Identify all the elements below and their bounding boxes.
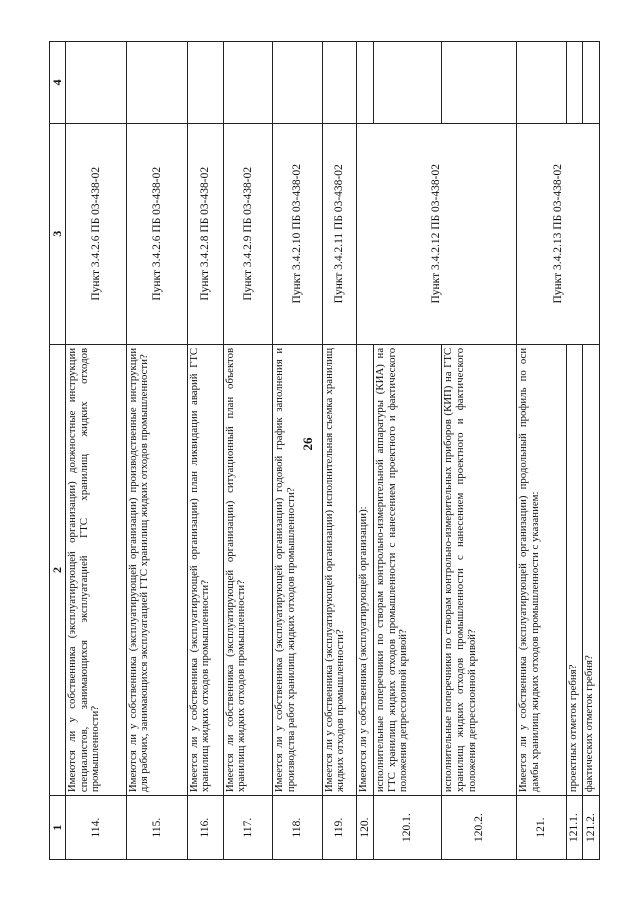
row-number: 120. [356, 796, 374, 860]
row-col-4 [66, 42, 127, 124]
row-question: Имеется ли у собственника (эксплуатирующей организации) исполнительная съемка хранилищ жидких отходов промышленности? [322, 344, 356, 795]
row-col-4 [583, 42, 600, 124]
header-col-3: 3 [50, 123, 66, 344]
row-number: 115. [126, 796, 187, 860]
row-reference: Пункт 3.4.2.11 ПБ 03-438-02 [322, 123, 356, 344]
row-reference: Пункт 3.4.2.13 ПБ 03-438-02 [517, 123, 600, 344]
row-reference: Пункт 3.4.2.12 ПБ 03-438-02 [356, 123, 517, 344]
row-col-4 [322, 42, 356, 124]
header-col-2: 2 [50, 344, 66, 795]
row-question: фактических отметок гребня? [583, 344, 600, 795]
row-col-4 [566, 42, 582, 124]
table-row [126, 42, 187, 860]
table-row [223, 42, 272, 860]
row-reference: Пункт 3.4.2.6 ПБ 03-438-02 [126, 123, 187, 344]
row-col-4 [273, 42, 322, 124]
checklist-table-area [49, 41, 600, 860]
row-number: 118. [273, 796, 322, 860]
table-row [66, 42, 127, 860]
row-col-4 [442, 42, 517, 124]
row-question: Имеется ли собственника (эксплуатирующей организации) ситуационный план объектов хранилищ жидких отходов промышленности? [223, 344, 272, 795]
row-number: 121.1. [566, 796, 582, 860]
page-number: 26 [300, 437, 315, 451]
header-col-4: 4 [50, 42, 66, 124]
row-question: исполнительные поперечники по створам контрольно-измерительных приборов (КИП) на ГТС хранилищ жидких отходов промышленности с нанесением проектного и фактического положения депрессионной кривой? [442, 344, 517, 795]
table-row [517, 42, 566, 860]
table-row [356, 42, 374, 860]
row-question: проектных отметок гребня? [566, 344, 582, 795]
row-col-4 [223, 42, 272, 124]
row-number: 120.1. [374, 796, 442, 860]
row-col-4 [374, 42, 442, 124]
row-number: 121.2. [583, 796, 600, 860]
row-reference: Пункт 3.4.2.9 ПБ 03-438-02 [223, 123, 272, 344]
row-col-4 [517, 42, 566, 124]
row-question: Имеются ли у собственника (эксплуатирующей организации) производственные инструкции для рабочих, занимающихся эксплуатацией ГТС хранилищ жидких отходов промышленности? [126, 344, 187, 795]
row-number: 114. [66, 796, 127, 860]
row-question: Имеются ли у собственника (эксплуатирующей организации) должностные инструкции специалистов, занимающихся эксплуатацией ГТС хранилищ жидких отходов промышленности? [66, 344, 127, 795]
header-col-1: 1 [50, 796, 66, 860]
row-reference: Пункт 3.4.2.6 ПБ 03-438-02 [66, 123, 127, 344]
row-col-4 [187, 42, 223, 124]
row-number: 120.2. [442, 796, 517, 860]
table-row [273, 42, 322, 860]
row-question: исполнительные поперечники по створам контрольно-измерительной аппаратуры (КИА) на ГТС хранилищ жидких отходов промышленности с нанесением проектного и фактического положения депрессионной кривой? [374, 344, 442, 795]
table-row [187, 42, 223, 860]
row-number: 116. [187, 796, 223, 860]
row-number: 121. [517, 796, 566, 860]
row-question: Имеется ли у собственника (эксплуатирующей организации) план ликвидации аварий ГТС хранилищ жидких отходов промышленности? [187, 344, 223, 795]
row-number: 119. [322, 796, 356, 860]
row-question: Имеются ли у собственника (эксплуатирующей организации): [356, 344, 374, 795]
table-row [322, 42, 356, 860]
row-question: Имеется ли у собственника (эксплуатирующей организации) годовой график заполнения и производства работ хранилищ жидких отходов промышленности? [273, 344, 322, 795]
row-col-4 [356, 42, 374, 124]
row-number: 117. [223, 796, 272, 860]
row-reference: Пункт 3.4.2.10 ПБ 03-438-02 [273, 123, 322, 344]
row-col-4 [126, 42, 187, 124]
row-question: Имеется ли у собственника (эксплуатирующей организации) продольный профиль по оси дамбы хранилищ жидких отходов промышленности с указанием: [517, 344, 566, 795]
row-reference: Пункт 3.4.2.8 ПБ 03-438-02 [187, 123, 223, 344]
table-header-row [50, 42, 66, 860]
checklist-table [49, 41, 600, 860]
